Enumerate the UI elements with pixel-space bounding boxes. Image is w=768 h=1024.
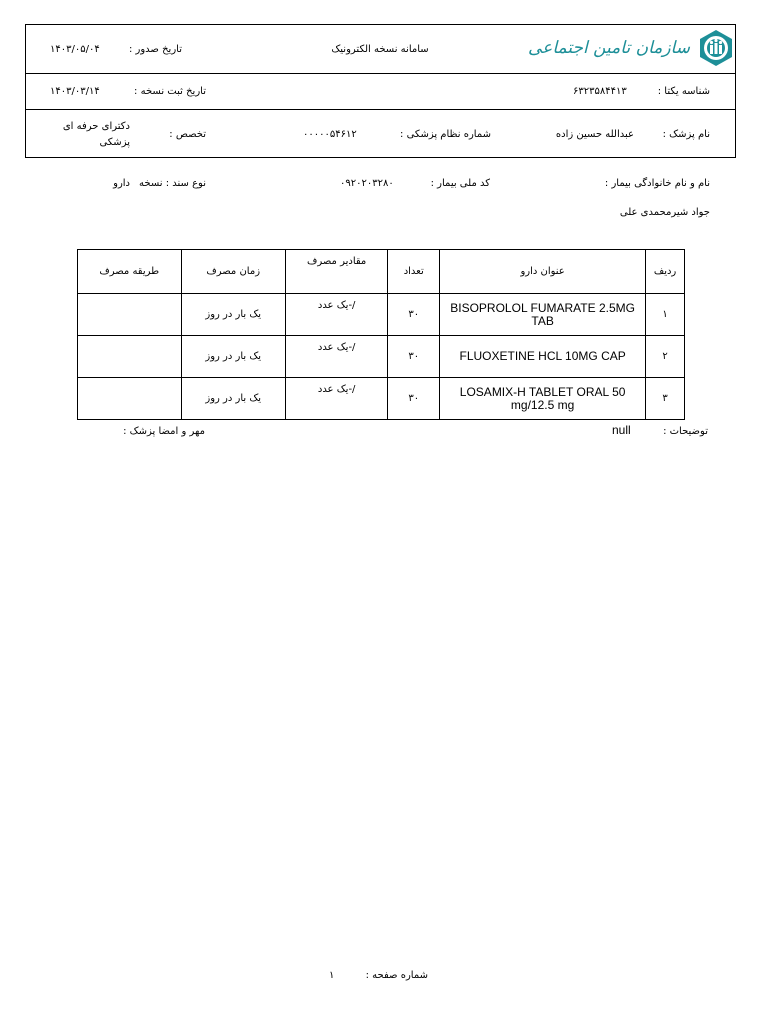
register-date-label: تاریخ ثبت نسخه : [134,86,206,97]
unique-id-label: شناسه یکتا : [657,86,710,97]
social-security-logo-icon [696,28,736,68]
header-drug-title: عنوان دارو [440,250,646,294]
row-number: ۲ [646,336,685,378]
doctor-name: عبدالله حسین زاده [555,129,634,140]
drug-quantity: ۳۰ [388,294,440,336]
drug-usage-time: یک بار در روز [181,294,285,336]
drug-usage-method [78,336,182,378]
document-type-label: نوع سند : نسخه [139,178,206,189]
specialty-line2: پزشکی [99,137,130,148]
organization-name: سازمان تامین اجتماعی [528,38,690,58]
register-date: ۱۴۰۳/۰۳/۱۴ [50,86,100,97]
divider [26,109,735,110]
patient-name: جواد شیرمحمدی علی [619,207,710,218]
system-title: سامانه نسخه الکترونیک [331,44,429,55]
row-number: ۱ [646,294,685,336]
national-id: ۰۹۲۰۲۰۳۲۸۰ [340,178,394,189]
divider [26,73,735,74]
notes-label: توضیحات : [663,426,708,437]
header-dosage: مقادیر مصرف [285,250,387,294]
drug-usage-method [78,378,182,420]
table-row [78,294,685,336]
header-quantity: تعداد [388,250,440,294]
issue-date: ۱۴۰۳/۰۵/۰۴ [50,44,100,55]
table-row [78,378,685,420]
drug-usage-time: یک بار در روز [181,378,285,420]
page-number-label: شماره صفحه : [365,970,428,981]
page-number: ۱ [329,970,335,981]
medical-code-label: شماره نظام پزشکی : [400,129,491,140]
drug-dosage: /-یک عدد [285,336,387,378]
table-row [78,336,685,378]
drug-title: FLUOXETINE HCL 10MG CAP [440,336,646,378]
unique-id: ۶۳۲۳۵۸۴۴۱۳ [573,86,627,97]
header-usage-method: طریقه مصرف [78,250,182,294]
medical-code: ۰۰۰۰۰۵۴۶۱۲ [303,129,357,140]
notes-value: null [612,423,631,437]
drug-quantity: ۳۰ [388,336,440,378]
national-id-label: کد ملی بیمار : [430,178,490,189]
drug-dosage: /-یک عدد [285,378,387,420]
prescription-table [77,249,685,420]
specialty-label: تخصص : [169,129,206,140]
row-number: ۳ [646,378,685,420]
drug-usage-time: یک بار در روز [181,336,285,378]
drug-dosage: /-یک عدد [285,294,387,336]
document-type: دارو [113,178,130,189]
drug-title: BISOPROLOL FUMARATE 2.5MG TAB [440,294,646,336]
signature-label: مهر و امضا پزشک : [123,426,205,437]
drug-title: LOSAMIX-H TABLET ORAL 50 mg/12.5 mg [440,378,646,420]
organization-logo [528,28,736,68]
table-header-row [78,250,685,294]
drug-quantity: ۳۰ [388,378,440,420]
patient-name-label: نام و نام خانوادگی بیمار : [604,178,710,189]
drug-usage-method [78,294,182,336]
issue-date-label: تاریخ صدور : [128,44,182,55]
header-usage-time: زمان مصرف [181,250,285,294]
specialty-line1: دکترای حرفه ای [62,121,130,132]
doctor-name-label: نام پزشک : [662,129,710,140]
header-row-number: ردیف [646,250,685,294]
